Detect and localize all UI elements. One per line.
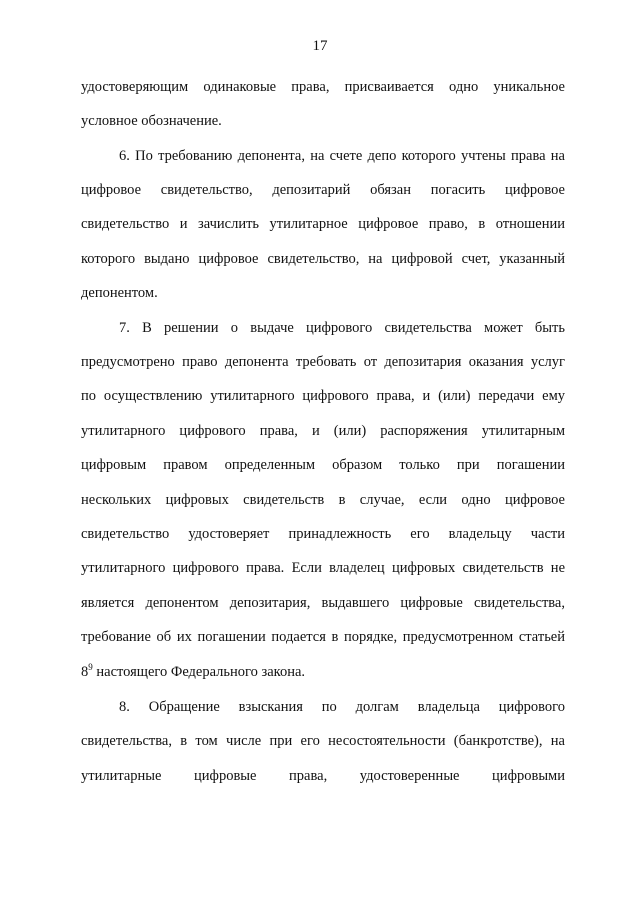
text-line: [81, 662, 565, 682]
text-line: свидетельства, в том числе при его несостоятельности (банкротстве), на: [81, 733, 565, 749]
text-line: является депонентом депозитария, выдавшего цифровые свидетельства,: [81, 595, 565, 611]
text-line: по осуществлению утилитарного цифрового права, и (или) передачи ему: [81, 388, 565, 404]
paragraph-6-start: 6. По требованию депонента, на счете депо которого учтены права на: [119, 148, 565, 164]
text-line: предусмотрено право депонента требовать от депозитария оказания услуг: [81, 354, 565, 370]
text-line: которого выдано цифровое свидетельство, на цифровой счет, указанный: [81, 251, 565, 267]
text-line: цифровое свидетельство, депозитарий обязан погасить цифровое: [81, 182, 565, 198]
text-line-tail: настоящего Федерального закона.: [92, 664, 306, 680]
text-line: утилитарные цифровые права, удостоверенные цифровыми: [81, 768, 565, 784]
text-line: депонентом.: [81, 285, 158, 301]
text-line: свидетельство удостоверяет принадлежность его владельцу части: [81, 526, 565, 542]
text-line: цифровым правом определенным образом только при погашении: [81, 457, 565, 473]
text-line: удостоверяющим одинаковые права, присваивается одно уникальное: [81, 79, 565, 95]
paragraph-8-start: 8. Обращение взыскания по долгам владельца цифрового: [119, 699, 565, 715]
paragraph-7-start: 7. В решении о выдаче цифрового свидетельства может быть: [119, 320, 565, 336]
article-superscript: 9: [88, 662, 93, 672]
text-line: свидетельство и зачислить утилитарное цифровое право, в отношении: [81, 216, 565, 232]
text-line: нескольких цифровых свидетельств в случае, если одно цифровое: [81, 492, 565, 508]
article-number: 8: [81, 664, 89, 680]
text-line: утилитарного цифрового права, и (или) распоряжения утилитарным: [81, 423, 565, 439]
page-number: 17: [312, 38, 328, 54]
text-line: требование об их погашении подается в порядке, предусмотренном статьей: [81, 629, 565, 645]
text-line: условное обозначение.: [81, 113, 222, 129]
text-line: утилитарного цифрового права. Если владелец цифровых свидетельств не: [81, 560, 565, 576]
